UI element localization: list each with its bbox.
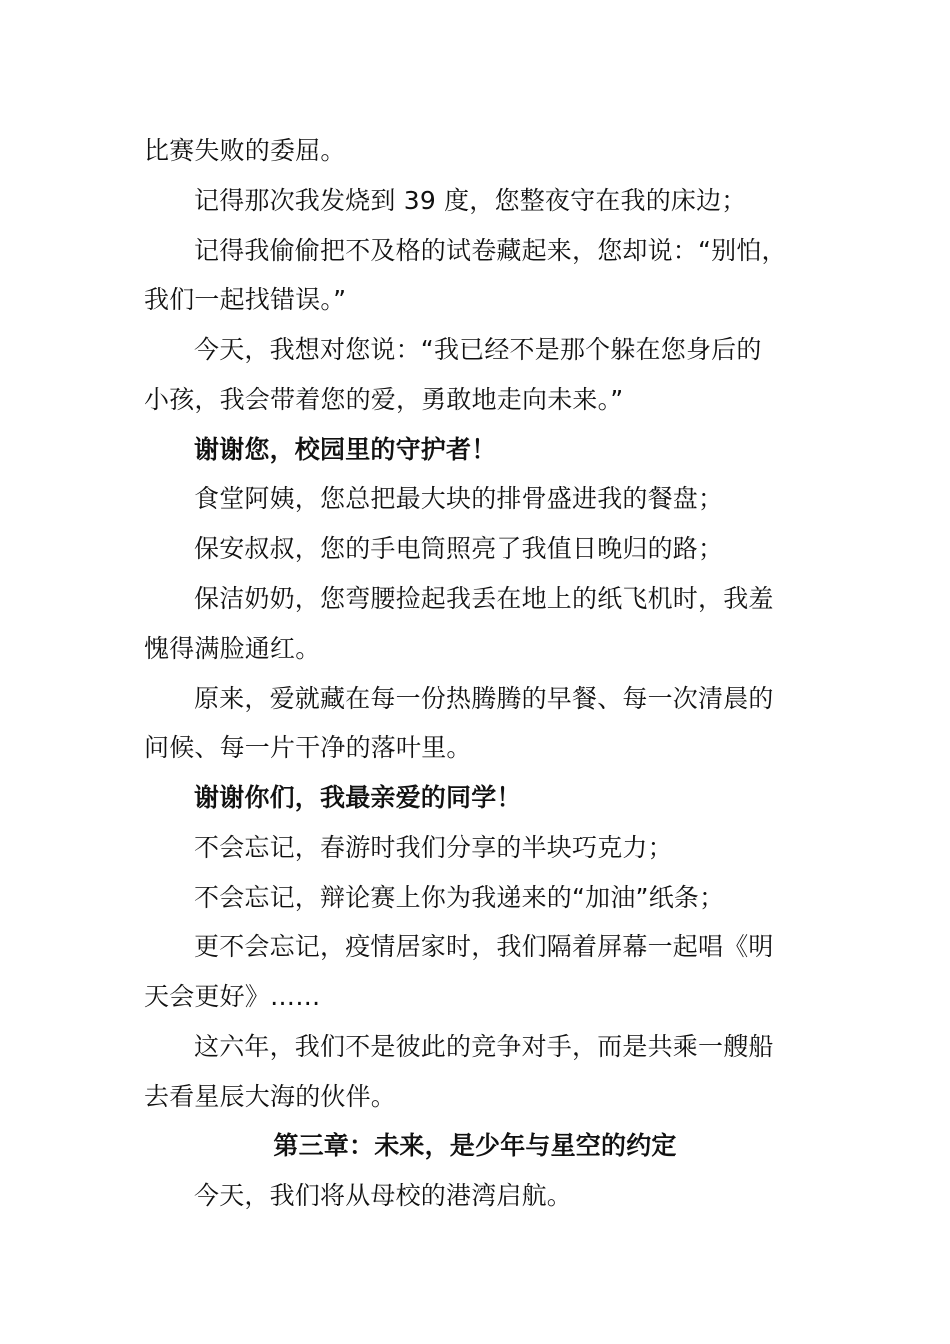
paragraph-line: 保安叔叔，您的手电筒照亮了我值日晚归的路； bbox=[194, 534, 724, 563]
paragraph-line: 比赛失败的委屈。 bbox=[144, 136, 346, 165]
paragraph-line: 食堂阿姨，您总把最大块的排骨盛进我的餐盘； bbox=[194, 484, 724, 513]
chapter-heading: 第三章：未来，是少年与星空的约定 bbox=[273, 1131, 677, 1160]
paragraph-line: 不会忘记，辩论赛上你为我递来的“加油”纸条； bbox=[194, 883, 725, 912]
paragraph-line: 不会忘记，春游时我们分享的半块巧克力； bbox=[194, 833, 673, 862]
section-heading: 谢谢你们，我最亲爱的同学！ bbox=[194, 783, 522, 812]
paragraph-line: 更不会忘记，疫情居家时，我们隔着屏幕一起唱《明 bbox=[194, 932, 774, 961]
paragraph-line: 今天，我想对您说：“我已经不是那个躲在您身后的 bbox=[194, 335, 762, 364]
section-heading: 谢谢您，校园里的守护者！ bbox=[194, 435, 497, 464]
paragraph-line: 小孩，我会带着您的爱，勇敢地走向未来。” bbox=[144, 385, 624, 414]
paragraph-line: 记得那次我发烧到 39 度，您整夜守在我的床边； bbox=[194, 186, 747, 215]
paragraph-line: 原来，爱就藏在每一份热腾腾的早餐、每一次清晨的 bbox=[194, 684, 774, 713]
paragraph-line: 愧得满脸通红。 bbox=[144, 634, 321, 663]
paragraph-line: 问候、每一片干净的落叶里。 bbox=[144, 733, 472, 762]
paragraph-line: 今天，我们将从母校的港湾启航。 bbox=[194, 1181, 573, 1210]
paragraph-line: 记得我偷偷把不及格的试卷藏起来，您却说：“别怕， bbox=[194, 236, 787, 265]
paragraph-line: 这六年，我们不是彼此的竞争对手，而是共乘一艘船 bbox=[194, 1032, 774, 1061]
paragraph-line: 去看星辰大海的伙伴。 bbox=[144, 1082, 397, 1111]
paragraph-line: 天会更好》…… bbox=[144, 982, 321, 1011]
paragraph-line: 我们一起找错误。” bbox=[144, 285, 347, 314]
paragraph-line: 保洁奶奶，您弯腰捡起我丢在地上的纸飞机时，我羞 bbox=[194, 584, 774, 613]
